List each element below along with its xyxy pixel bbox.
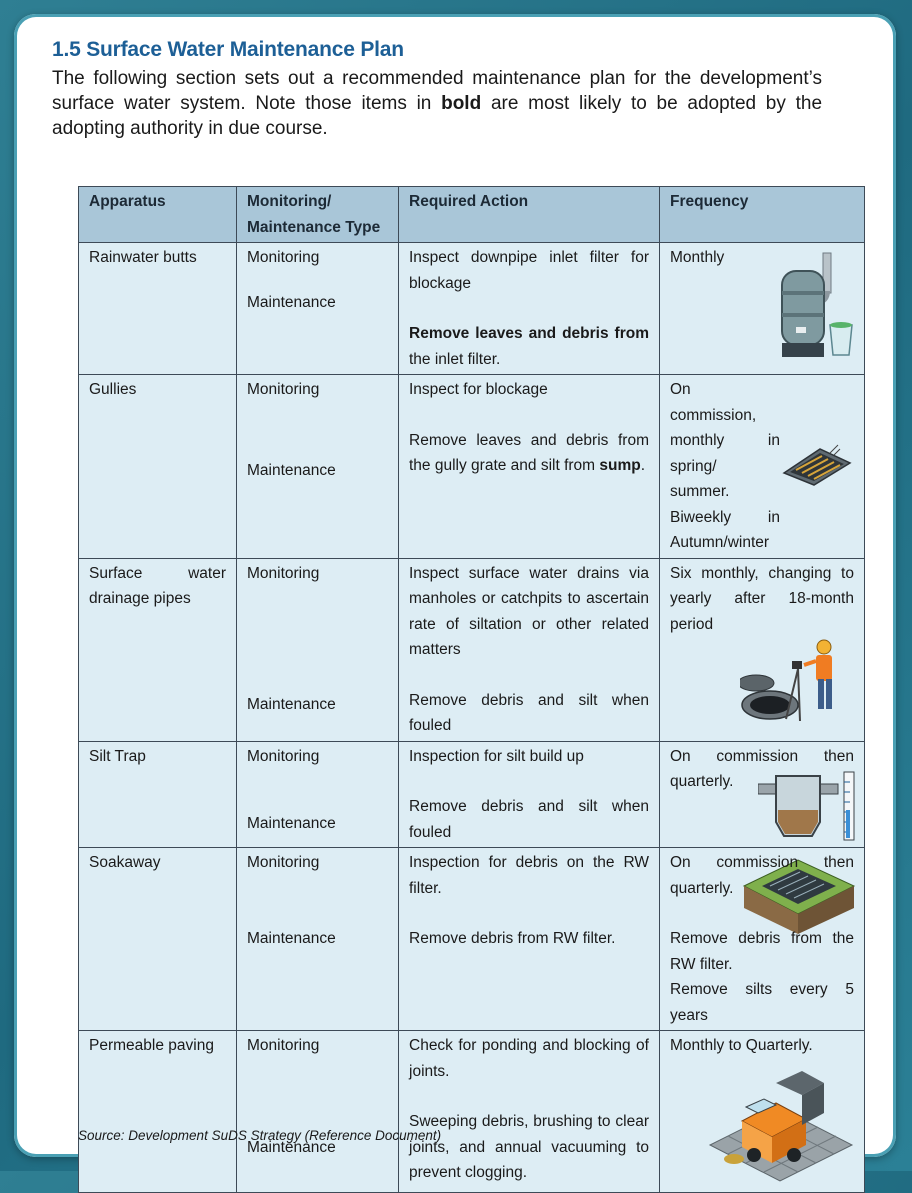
type-maintenance: Maintenance (247, 929, 336, 947)
action-maintain-end: . (640, 457, 646, 474)
intro-text-start: The following section sets out a recommended maintenance plan for the development’s surface water system. Note those items in (52, 68, 822, 114)
intro-bold-word: bold (441, 93, 482, 114)
frequency-cell (660, 1031, 865, 1193)
action-maintain-text: Remove leaves and debris from the gully grate and silt from (409, 431, 649, 474)
type-monitoring: Monitoring (247, 854, 320, 871)
frequency-remove-debris: Remove debris from the RW filter. (670, 930, 854, 973)
silt-trap-icon (758, 770, 856, 842)
maintenance-table (78, 186, 865, 1193)
frequency-text: On commission then quarterly. (670, 854, 854, 897)
action-maintain-text: the inlet filter. (409, 350, 501, 368)
action-maintain-text: Remove debris and silt when fouled (409, 798, 649, 841)
action-cell (399, 1031, 660, 1193)
table-header-row (79, 187, 865, 243)
type-maintenance: Maintenance (247, 815, 336, 832)
table-row (79, 558, 865, 741)
frequency-text: Six monthly, changing to yearly after 18-month period (670, 564, 854, 633)
intro-paragraph (52, 66, 822, 141)
frequency-text: Monthly to Quarterly. (670, 1037, 813, 1054)
action-monitor: Inspection for silt build up (409, 747, 584, 765)
header-action: Required Action (399, 187, 660, 243)
type-monitoring: Monitoring (247, 564, 320, 582)
source-note: Source: Development SuDS Strategy (Reference Document) (78, 1128, 442, 1143)
action-cell (399, 558, 660, 741)
frequency-cell (660, 848, 865, 1031)
frequency-remove-silts: Remove silts every 5 years (670, 981, 854, 1024)
table-row (79, 1031, 865, 1193)
frequency-cell (660, 375, 865, 559)
action-maintain-text: Sweeping debris, brushing to clear joints, and annual vacuuming to prevent clogging. (409, 1113, 649, 1181)
action-monitor: Inspection for debris on the RW filter. (409, 854, 649, 897)
type-monitoring: Monitoring (247, 381, 320, 398)
apparatus-cell: Gullies (79, 375, 237, 559)
action-maintain-text: Remove debris from RW filter. (409, 930, 616, 947)
action-maintain-bold: Remove leaves and debris from (409, 325, 649, 342)
type-maintenance: Maintenance (247, 293, 336, 311)
apparatus-cell: Surface water drainage pipes (79, 558, 237, 741)
action-monitor: Inspect for blockage (409, 381, 548, 398)
frequency-cell (660, 558, 865, 741)
type-cell (237, 848, 399, 1031)
section-title: 1.5 Surface Water Maintenance Plan (52, 38, 404, 61)
type-monitoring: Monitoring (247, 1037, 320, 1054)
action-monitor: Check for ponding and blocking of joints. (409, 1037, 649, 1080)
type-monitoring: Monitoring (247, 747, 320, 765)
action-monitor: Inspect surface water drains via manholes or catchpits to ascertain rate of siltation or other related matters (409, 564, 649, 658)
type-maintenance: Maintenance (247, 1138, 336, 1156)
table-row (79, 848, 865, 1031)
apparatus-cell: Soakaway (79, 848, 237, 1031)
table-row (79, 243, 865, 375)
action-cell (399, 741, 660, 848)
intro-text-end: are most likely to be adopted by the adopting authority in due course. (52, 93, 823, 139)
street-sweeper-icon (706, 1063, 856, 1185)
apparatus-cell: Rainwater butts (79, 243, 237, 375)
action-cell (399, 375, 660, 559)
type-cell (237, 741, 399, 848)
action-maintain-text: Remove debris and silt when fouled (409, 691, 649, 734)
type-cell (237, 243, 399, 375)
gully-grate-icon (778, 443, 854, 487)
table-row (79, 375, 865, 559)
header-apparatus: Apparatus (79, 187, 237, 243)
action-cell (399, 848, 660, 1031)
apparatus-cell: Permeable paving (79, 1031, 237, 1193)
rainwater-butt-icon (768, 251, 860, 363)
type-monitoring: Monitoring (247, 249, 320, 266)
frequency-cell (660, 243, 865, 375)
frequency-text: On commission then quarterly. (670, 747, 854, 790)
type-maintenance: Maintenance (247, 696, 336, 713)
type-cell (237, 558, 399, 741)
frequency-text: On commission, monthly in spring/ summer. Biweekly in Autumn/winter (670, 381, 780, 551)
action-cell (399, 243, 660, 375)
document-card (14, 14, 896, 1181)
action-monitor: Inspect downpipe inlet filter for blockage (409, 249, 649, 292)
frequency-text: Monthly (670, 249, 725, 266)
apparatus-cell: Silt Trap (79, 741, 237, 848)
type-cell (237, 375, 399, 559)
action-maintain-bold: sump (599, 457, 641, 474)
table-row (79, 741, 865, 848)
header-type: Monitoring/ Maintenance Type (237, 187, 399, 243)
manhole-inspection-icon (740, 635, 852, 733)
type-maintenance: Maintenance (247, 461, 336, 479)
type-cell (237, 1031, 399, 1193)
frequency-cell (660, 741, 865, 848)
header-frequency: Frequency (660, 187, 865, 243)
